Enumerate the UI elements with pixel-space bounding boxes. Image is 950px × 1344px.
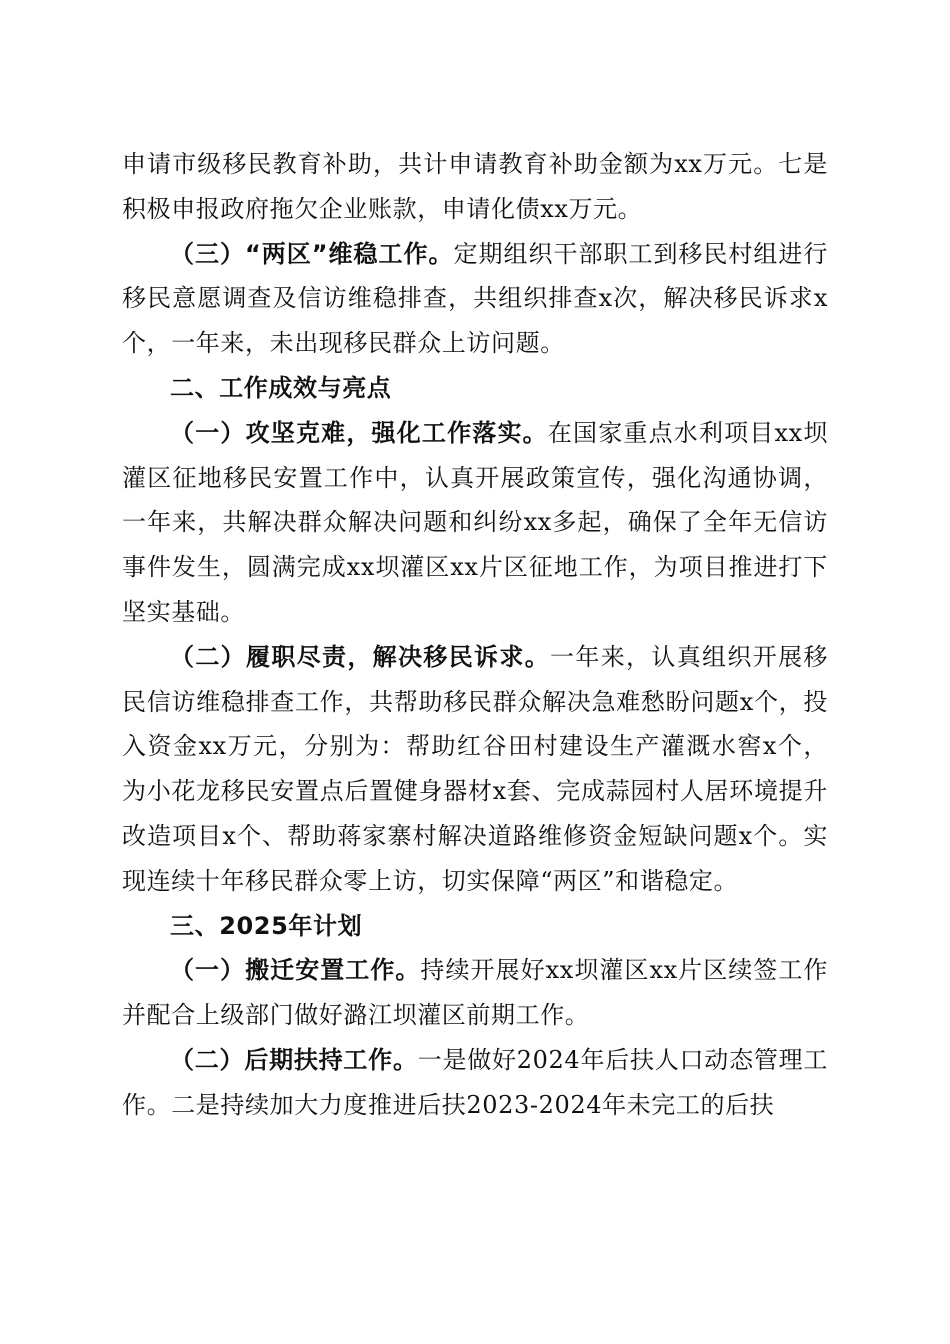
- paragraph-lead: （一）攻坚克难，强化工作落实。: [170, 418, 548, 447]
- paragraph-lead: （二）履职尽责，解决移民诉求。: [170, 642, 551, 671]
- paragraph-resolve-appeals: [122, 635, 828, 904]
- paragraph-text: 一是做好2024年后扶人口动态管理工作。二是持续加大力度推进后扶2023-2024年未完工的后扶: [122, 1045, 828, 1119]
- paragraph-relocation: [122, 948, 828, 1038]
- section-heading-plan-2025: 三、2025年计划: [170, 911, 363, 940]
- paragraph-tackle-difficulties: [122, 411, 828, 635]
- document-body: [122, 142, 828, 1128]
- paragraph-text: 申请市级移民教育补助，共计申请教育补助金额为xx万元。七是积极申报政府拖欠企业账款，申请化债xx万元。: [122, 150, 828, 223]
- paragraph-text: 在国家重点水利项目xx坝灌区征地移民安置工作中，认真开展政策宣传，强化沟通协调，一年来，共解决群众解决问题和纠纷xx多起，确保了全年无信访事件发生，圆满完成xx坝灌区xx片区征地工作，为项目推进打下坚实基础。: [122, 418, 829, 626]
- paragraph-education-subsidy: [122, 142, 828, 232]
- paragraph-stability-work: [122, 232, 828, 366]
- paragraph-lead: （二）后期扶持工作。: [170, 1045, 418, 1074]
- section-heading-achievements: 二、工作成效与亮点: [170, 373, 392, 402]
- paragraph-text: 定期组织干部职工到移民村组进行移民意愿调查及信访维稳排查，共组织排查x次，解决移民诉求x个，一年来，未出现移民群众上访问题。: [122, 239, 829, 358]
- paragraph-text: 一年来，认真组织开展移民信访维稳排查工作，共帮助移民群众解决急难愁盼问题x个，投入资金xx万元，分别为：帮助红谷田村建设生产灌溉水窖x个，为小花龙移民安置点后置健身器材x套、完成蒜园村人居环境提升改造项目x个、帮助蒋家寨村解决道路维修资金短缺问题x个。实现连续十年移民群众零上访，切实保障“两区”和谐稳定。: [122, 642, 829, 895]
- paragraph-later-support: [122, 1038, 828, 1128]
- paragraph-lead: （一）搬迁安置工作。: [170, 956, 421, 985]
- paragraph-text: 持续开展好xx坝灌区xx片区续签工作并配合上级部门做好潞江坝灌区前期工作。: [122, 956, 828, 1030]
- paragraph-lead: （三）“两区”维稳工作。: [170, 239, 454, 268]
